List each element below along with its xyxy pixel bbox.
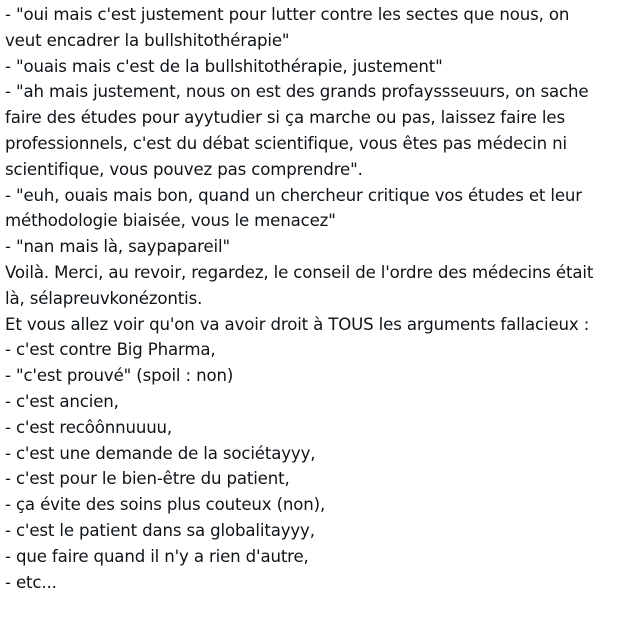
text-line: - "ouais mais c'est de la bullshitothérapie, justement" [5,56,443,76]
list-item: - etc... [5,572,57,592]
text-line: - "euh, ouais mais bon, quand un chercheur critique vos études et leur [5,185,582,205]
text-line: - "nan mais là, saypapareil" [5,237,230,257]
text-line: méthodologie biaisée, vous le menacez" [5,211,336,231]
list-item: - "c'est prouvé" (spoil : non) [5,366,234,386]
list-item: - ça évite des soins plus couteux (non), [5,495,326,515]
text-line: - "ah mais justement, nous on est des grands profayssseuurs, on sache [5,82,589,102]
post-text [5,2,637,595]
list-item: - c'est une demande de la sociétayyy, [5,443,316,463]
list-item: - c'est ancien, [5,391,119,411]
text-line: professionnels, c'est du débat scientifique, vous êtes pas médecin ni [5,133,567,153]
text-line: Et vous allez voir qu'on va avoir droit à TOUS les arguments fallacieux : [5,314,590,334]
text-line: veut encadrer la bullshitothérapie" [5,30,290,50]
text-line: scientifique, vous pouvez pas comprendre". [5,159,363,179]
list-item: - c'est le patient dans sa globalitayyy, [5,520,315,540]
text-line: faire des études pour ayytudier si ça marche ou pas, laissez faire les [5,108,565,128]
text-line: là, sélapreuvkonézontis. [5,288,203,308]
list-item: - c'est contre Big Pharma, [5,340,216,360]
list-item: - c'est pour le bien-être du patient, [5,469,290,489]
list-item: - c'est recôônnuuuu, [5,417,173,437]
list-item: - que faire quand il n'y a rien d'autre, [5,546,309,566]
text-line: Voilà. Merci, au revoir, regardez, le conseil de l'ordre des médecins était [5,262,594,282]
text-line: - "oui mais c'est justement pour lutter contre les sectes que nous, on [5,5,570,24]
